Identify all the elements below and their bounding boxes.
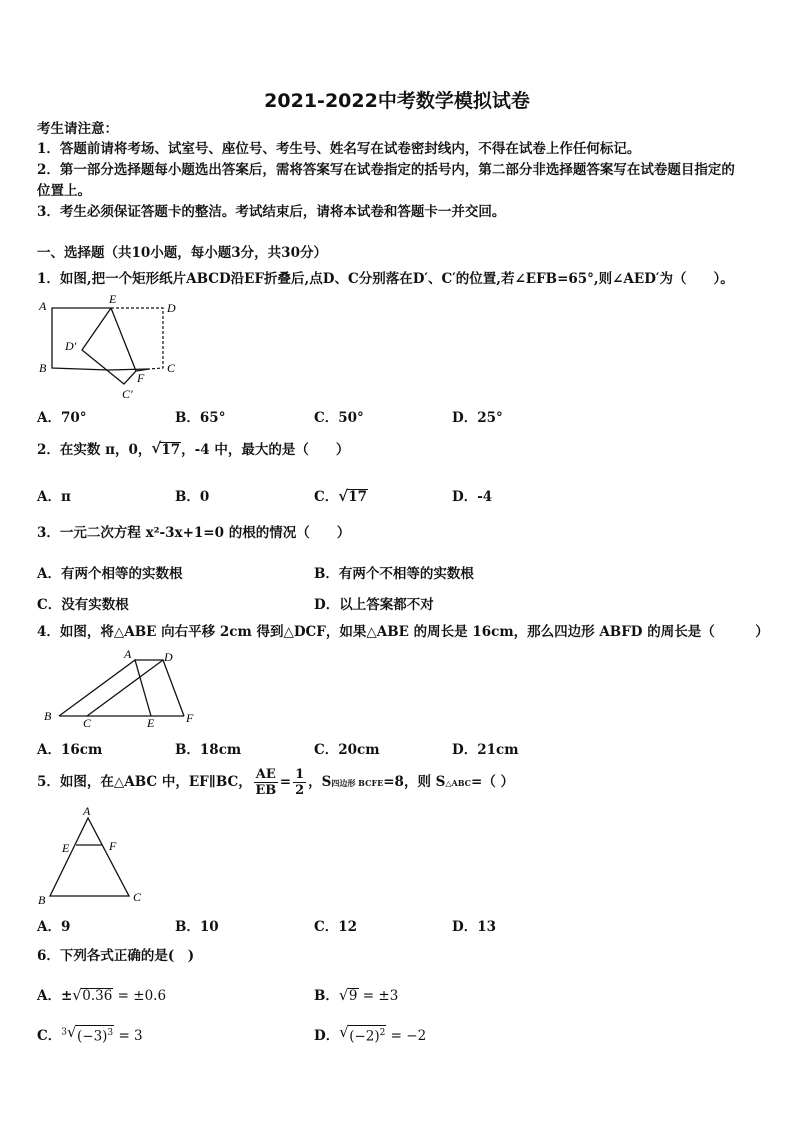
q1-label-d-prime: D′ <box>65 339 77 353</box>
q2-sqrt: √ 17 <box>151 439 181 458</box>
q4-triangle-abe <box>59 660 151 716</box>
q1-label-a: A <box>39 299 47 313</box>
q5-fraction-half: $\frac{1}{2}$ <box>295 767 305 798</box>
q3-option-c[interactable]: C．没有实数根 <box>37 597 129 613</box>
q5-option-b[interactable]: B．10 <box>175 919 219 935</box>
q6-stem: 6．下列各式正确的是( ) <box>37 948 195 964</box>
q5-fraction-ae-eb: $\frac{AE}{EB}$ <box>255 767 277 798</box>
q1-rectangle-dashed <box>111 308 163 369</box>
q5-subscript-abc: △ABC <box>445 778 472 788</box>
q6-option-a[interactable]: A．± √ 0.36 = ±0.6 <box>37 986 167 1004</box>
q5-label-f: F <box>109 839 117 853</box>
notice-item-2: 2．第一部分选择题每小题选出答案后，需将答案写在试卷指定的括号内，第二部分非选择题答案写在试卷题目指定的 <box>37 162 735 178</box>
q1-option-b[interactable]: B．65° <box>175 410 226 426</box>
q2-option-c[interactable]: C． √ 17 <box>314 487 368 505</box>
q1-figure <box>36 292 186 404</box>
q6-option-b[interactable]: B． √ 9 = ±3 <box>314 986 399 1004</box>
q5-label-a: A <box>83 804 91 818</box>
q5-figure <box>36 804 156 908</box>
q4-label-e: E <box>147 716 155 730</box>
q2-option-c-sqrt: √ 17 <box>338 487 368 505</box>
q1-label-c: C <box>167 361 176 375</box>
q5-triangle-abc <box>50 818 129 896</box>
q6-option-c[interactable]: C．$^3$ √ $(-3)^3 = 3$ <box>37 1022 143 1044</box>
q4-label-f: F <box>186 711 194 725</box>
q5-label-b: B <box>38 893 46 907</box>
notice-heading: 考生请注意： <box>37 121 118 137</box>
q3-option-d[interactable]: D．以上答案都不对 <box>314 597 434 613</box>
notice-item-1: 1．答题前请将考场、试室号、座位号、考生号、姓名写在试卷密封线内，不得在试卷上作任何标记。 <box>37 141 641 157</box>
q4-option-a[interactable]: A．16cm <box>37 742 103 758</box>
q5-label-c: C <box>133 890 142 904</box>
q4-label-b: B <box>44 709 52 723</box>
q4-option-d[interactable]: D．21cm <box>452 742 519 758</box>
q2-option-d[interactable]: D．-4 <box>452 489 493 505</box>
q1-stem: 1．如图,把一个矩形纸片ABCD沿EF折叠后,点D、C分别落在D′、C′的位置,若∠EFB=65°,则∠AED′为（ ）。 <box>37 271 734 287</box>
notice-item-3: 3．考生必须保证答题卡的整洁。考试结束后，请将本试卷和答题卡一并交回。 <box>37 204 506 220</box>
q2-stem-pre: 2．在实数 π，0， <box>37 442 152 458</box>
q5-stem: 5．如图，在△ABC 中，EF∥BC， $\frac{AE}{EB}$ = $\frac{1}{2}$ ，S四边形 BCFE=8，则 S△ABC=（ ） <box>37 767 515 798</box>
q2-radicand: 17 <box>161 442 181 458</box>
q4-label-d: D <box>164 650 173 664</box>
q2-option-b[interactable]: B．0 <box>175 489 210 505</box>
q1-label-f: F <box>137 371 145 385</box>
q5-label-e: E <box>62 841 70 855</box>
q5-option-c[interactable]: C．12 <box>314 919 358 935</box>
section-heading: 一、选择题（共10小题，每小题3分，共30分） <box>37 245 327 261</box>
q5-option-a[interactable]: A．9 <box>37 919 71 935</box>
q1-rectangle-left <box>52 308 111 370</box>
q2-stem-post: ，-4 中，最大的是（ ） <box>181 442 350 458</box>
q1-option-d[interactable]: D．25° <box>452 410 503 426</box>
q1-option-a[interactable]: A．70° <box>37 410 87 426</box>
page-title: 2021-2022中考数学模拟试卷 <box>264 90 530 112</box>
q6-option-d[interactable]: D． √ $(-2)^2 = -2$ <box>314 1022 427 1044</box>
q4-label-c: C <box>83 716 92 730</box>
q1-label-c-prime: C′ <box>122 387 133 401</box>
q4-option-b[interactable]: B．18cm <box>175 742 242 758</box>
q3-option-b[interactable]: B．有两个不相等的实数根 <box>314 566 474 582</box>
q2-stem <box>37 440 349 460</box>
q4-figure <box>40 646 200 732</box>
q3-stem: 3．一元二次方程 x²-3x+1=0 的根的情况（ ） <box>37 525 351 541</box>
q4-option-c[interactable]: C．20cm <box>314 742 380 758</box>
q1-folded-part <box>82 308 136 384</box>
q3-option-a[interactable]: A．有两个相等的实数根 <box>37 566 183 582</box>
q5-option-d[interactable]: D．13 <box>452 919 496 935</box>
q4-label-a: A <box>124 647 132 661</box>
notice-item-2-cont: 位置上。 <box>37 183 91 199</box>
q5-subscript-quad: 四边形 BCFE <box>331 778 384 788</box>
q1-label-e: E <box>109 292 117 306</box>
q4-stem: 4．如图，将△ABE 向右平移 2cm 得到△DCF，如果△ABE 的周长是 16cm，那么四边形 ABFD 的周长是（ ） <box>37 624 769 640</box>
q1-label-d: D <box>167 301 176 315</box>
q4-triangle-dcf <box>87 660 184 716</box>
q2-option-a[interactable]: A．π <box>37 489 71 505</box>
q1-option-c[interactable]: C．50° <box>314 410 364 426</box>
q1-label-b: B <box>39 361 47 375</box>
